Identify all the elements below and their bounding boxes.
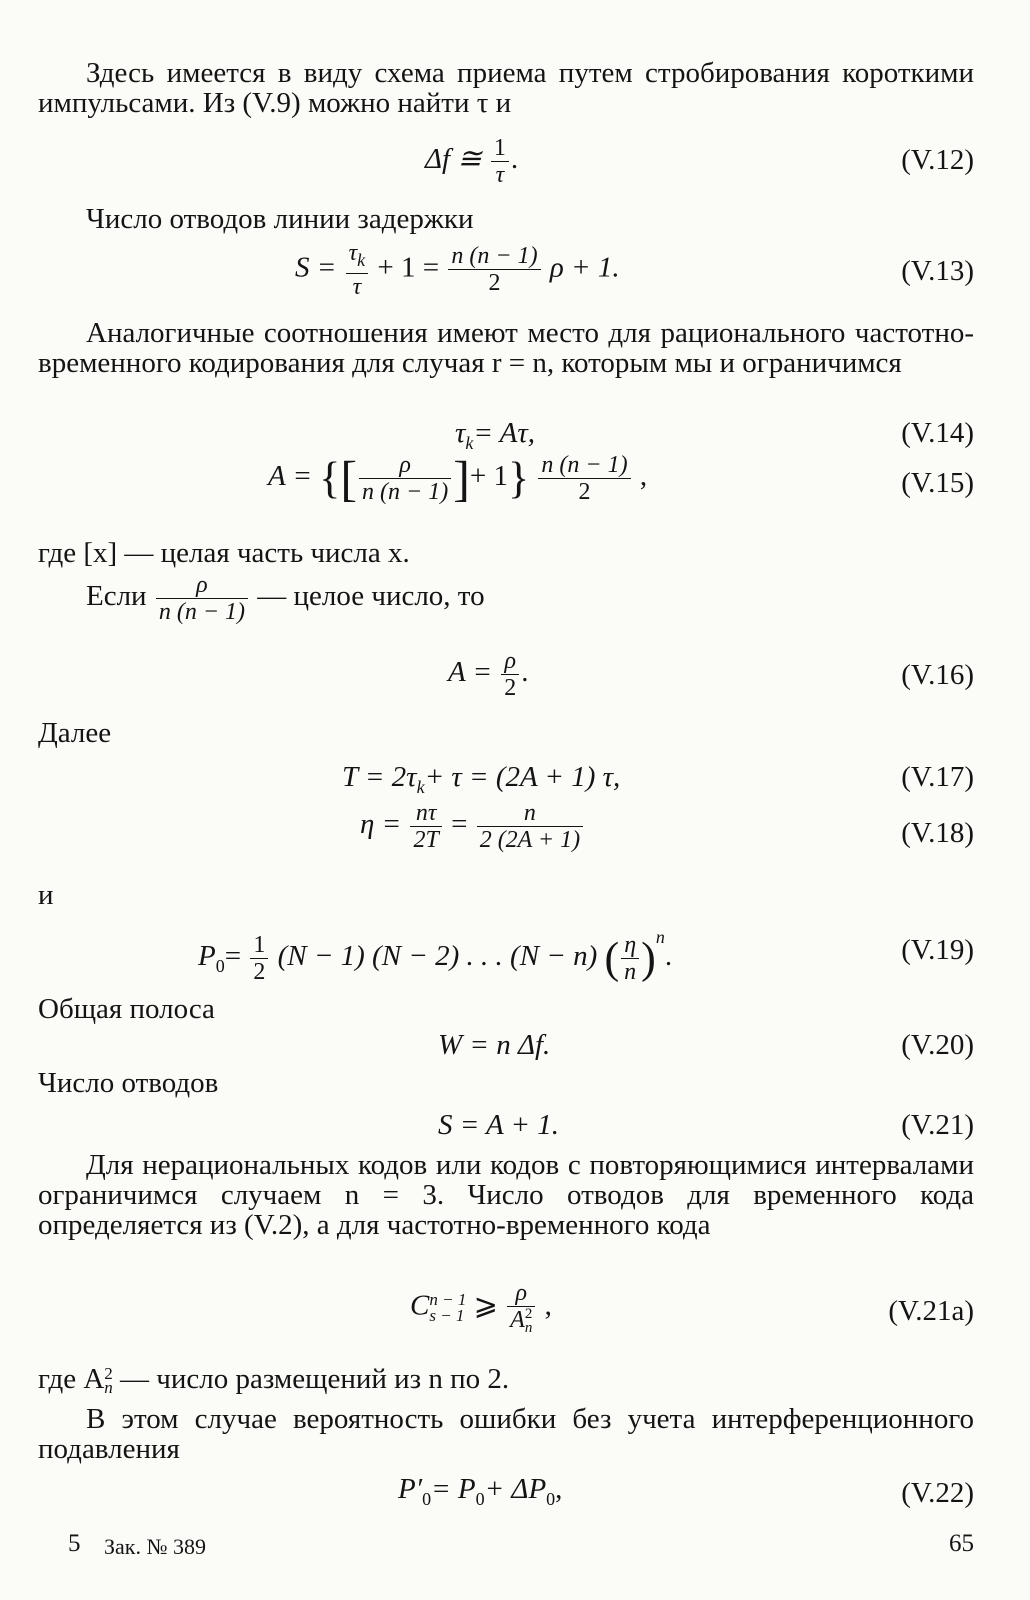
equation-v22: $P'_0= P_0+ \Delta P_0$, xyxy=(398,1473,563,1509)
equation-v13: S = $\frac{\tau_k}{\tau}$ + 1 = $\frac{n (n - 1)}{2}$ ρ + 1. xyxy=(295,240,620,300)
equation-v14: $\tau_k= A\tau$, xyxy=(455,417,536,453)
equation-number-v21a: (V.21a) xyxy=(888,1295,974,1327)
page-number: 65 xyxy=(949,1530,974,1557)
paragraph-integer-part: где [x] — целая часть числа x. xyxy=(38,537,410,569)
equation-number-v22: (V.22) xyxy=(901,1477,974,1509)
equation-v19: $P_0=$ $\frac{1}{2}$ (N − 1) (N − 2) . . . (N − n) ( $\frac{\eta}{n}$ )$^n$. xyxy=(198,927,673,985)
paragraph-further: Далее xyxy=(38,717,112,749)
equation-number-v14: (V.14) xyxy=(901,417,974,449)
condition-line: Если $\frac{\rho}{n (n - 1)}$ — целое число, то xyxy=(86,572,485,625)
equation-number-v21: (V.21) xyxy=(901,1109,974,1141)
equation-number-v18: (V.18) xyxy=(901,817,974,849)
equation-v20: W = n Δf. xyxy=(438,1029,551,1061)
equation-number-v19: (V.19) xyxy=(901,934,974,966)
paragraph-and: и xyxy=(38,879,54,911)
order-number: Зак. № 389 xyxy=(104,1534,206,1559)
equation-v15: A = {[ $\frac{\rho}{n (n - 1)}$ ]+ 1} $\frac{n (n - 1)}{2}$ , xyxy=(268,450,648,507)
paragraph-error-probability: В этом случае вероятность ошибки без учета интерференционного подавления xyxy=(38,1403,974,1465)
equation-number-v17: (V.17) xyxy=(901,761,974,793)
paragraph-intro: Здесь имеется в виду схема приема путем стробирования короткими импульсами. Из (V.9) можно найти τ и xyxy=(38,57,974,119)
paragraph-nonrational: Для нерациональных кодов или кодов с повторяющимися интервалами ограничимся случаем n = 3. Число отводов для временного кода определяется из (V.2), а для частотно-временного кода xyxy=(38,1149,974,1241)
signature-mark: 5 xyxy=(68,1530,81,1557)
equation-v16: A = $\frac{\rho}{2}$ . xyxy=(448,648,529,701)
paragraph-taps-count: Число отводов xyxy=(38,1067,219,1099)
equation-v18: η = $\frac{n\tau}{2T}$ = $\frac{n}{2 (2A + 1)}$ xyxy=(360,800,585,853)
equation-v17: $T = 2\tau_k+ \tau = (2A + 1)$ τ, xyxy=(342,761,621,797)
equation-number-v12: (V.12) xyxy=(901,144,974,176)
paragraph-taps: Число отводов линии задержки xyxy=(86,203,474,235)
equation-v21a: C n − 1 s − 1 ⩾ ρ A 2 n , xyxy=(410,1280,552,1337)
equation-number-v13: (V.13) xyxy=(901,255,974,287)
paragraph-bandwidth: Общая полоса xyxy=(38,993,215,1025)
paragraph-arrangements: где A 2 n — число размещений из n по 2. xyxy=(38,1363,510,1398)
paragraph-rational: Аналогичные соотношения имеют место для рационального частотно-временного кодирования для случая r = n, которым мы и ограничимся xyxy=(38,317,974,379)
equation-number-v15: (V.15) xyxy=(901,467,974,499)
equation-v12: Δf ≅ $\frac{1}{\tau}$ . xyxy=(425,135,519,188)
equation-number-v20: (V.20) xyxy=(901,1029,974,1061)
equation-v21: S = A + 1. xyxy=(438,1109,560,1141)
equation-number-v16: (V.16) xyxy=(901,659,974,691)
